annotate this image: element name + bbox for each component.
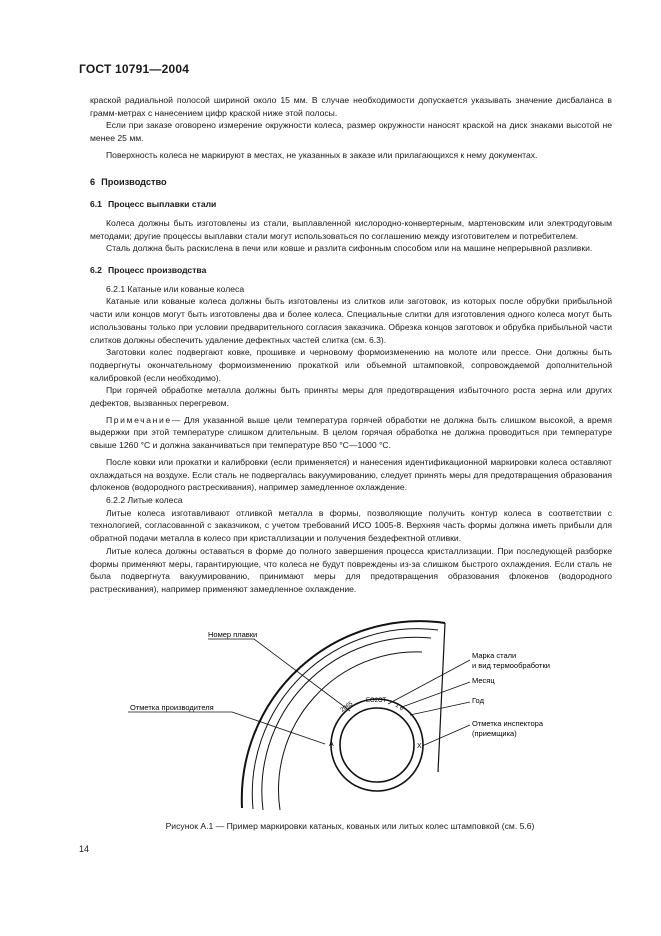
section-heading-6: [90, 176, 612, 189]
note-label: Примечание: [106, 414, 172, 425]
paragraph: краской радиальной полосой шириной около 15 мм. В случае необходимости допускается указывать значение дисбаланса в грамм-метрах с нанесением цифр краской ниже этой полосы.: [90, 95, 612, 118]
label-heat-number: Номер плавки: [208, 630, 258, 639]
section-heading-6-1: [90, 198, 612, 211]
subsection-heading: 6.2.1 Катаные или кованые колеса: [106, 283, 245, 294]
leader-line-inspector: [422, 725, 470, 746]
paragraph: Литые колеса должны оставаться в форме до полного завершения процесса кристаллизации. При последующей разборке формы применяют меры, гарантирующие, что колеса не будут повреждены из-за слишком быстрого охлаждения. Если сталь не была подвергнута вакуумированию, принимают меры для предотвращения образования флокенов (водородного растрескивания), например применяют замедленное охлаждение.: [90, 545, 612, 594]
figure-caption: Рисунок А.1 — Пример маркировки катаных, кованых или литых колес штамповкой (см. 5.6): [165, 821, 535, 831]
label-year: Год: [472, 696, 484, 705]
wheel-disc-arc: [279, 652, 422, 810]
wheel-hub-outer: [331, 699, 423, 791]
label-heat-treatment: и вид термообработки: [472, 661, 550, 670]
page-number: 14: [79, 844, 90, 854]
note-text: — Для указанной выше цели температура горячей обработки не должна быть слишком высокой, а время выдержки при этой температуре слишком длительным. В целом горячая обработка не должна проводиться при температуре свыше 1260 °С и должна заканчиваться при температуре 850 °С—1000 °С.: [90, 414, 612, 451]
section-number: 6.2: [90, 265, 102, 276]
label-manufacturer: Отметка производителя: [130, 703, 214, 712]
leader-line-heat: [208, 639, 350, 711]
section-title: Процесс производства: [107, 265, 207, 276]
section-number: 6.1: [90, 199, 102, 210]
wheel-marking-figure: [120, 612, 600, 812]
leader-line-month: [402, 682, 470, 707]
paragraph: Колеса должны быть изготовлены из стали, выплавленной кислородно-конвертерным, мартеновским или электродуговым методами; другие процессы выплавки стали могут использоваться по соглашению между изготовителем и потребителем.: [90, 217, 612, 241]
note: [90, 414, 612, 452]
stamp-mark: A: [329, 741, 334, 748]
label-month: Месяц: [472, 676, 495, 685]
section-title: Процесс выплавки стали: [107, 199, 217, 210]
section-number: 6: [90, 176, 96, 187]
stamp-mark: X: [417, 743, 422, 750]
wheel-diagram: [120, 612, 600, 812]
paragraph: При горячей обработке металла должны быть приняты меры для предотвращения избыточного роста зерна или других дефектов, вызванных перегревом.: [90, 385, 612, 409]
section-title: Производство: [101, 176, 167, 187]
stamp-mark: 1 6: [393, 702, 405, 713]
paragraph: Катаные или кованые колеса должны быть изготовлены из слитков или заготовок, из которых после обрубки прибыльной части или концов могут быть изготовлены два и более колеса. Специальные слитки для изготовления одного колеса могут быть использованы только при условии предварительного согласия заказчика. Обрезка концов заготовок и обрубка прибыльной части слитков должны обеспечить удаление дефектных частей слитка (см. 6.3).: [90, 296, 612, 345]
leader-line-maker: [128, 712, 325, 744]
label-inspector-note: (приемщика): [472, 729, 517, 738]
paragraph: Если при заказе оговорено измерение окружности колеса, размер окружности наносят краской на диск знаками высотой не менее 25 мм.: [90, 120, 612, 144]
document-body: [90, 94, 612, 596]
standard-header: ГОСТ 10791—2004: [79, 62, 190, 76]
paragraph: После ковки или прокатки и калибровки (если применяется) и нанесения идентификационной маркировки колеса оставляют охлаждаться на воздухе. Если сталь не подвергалась вакуумированию, следует принять меры для предотвращения образования флокенов (водородного растрескивания), например замедленное охлаждение.: [90, 456, 612, 493]
subsection-heading: 6.2.2 Литые колеса: [106, 494, 183, 505]
wheel-hub-bore: [340, 708, 414, 782]
paragraph: Сталь должна быть раскислена в печи или ковше и разлита сифонным способом или на машине непрерывной разливки.: [106, 243, 593, 254]
stamp-mark: EO2OT: [366, 698, 387, 704]
paragraph: Заготовки колес подвергают ковке, прошивке и черновому формоизменению на молоте или прессе. Они должны быть подвергнуты окончательному формоизменению прокаткой или объемной штамповкой, сопровождаемой дополнительной калибровкой (если необходимо).: [90, 347, 612, 383]
stamp-mark: 2065: [339, 701, 355, 714]
section-heading-6-2: [90, 264, 612, 277]
paragraph: Поверхность колеса не маркируют в местах, не указанных в заказе или прилагающихся к нему документах.: [106, 149, 538, 160]
leader-line-year: [410, 702, 470, 715]
paragraph: Литые колеса изготавливают отливкой металла в формы, позволяющие получить контур колеса в соответствии с технологией, согласованной с заказчиком, с учетом требований ИСО 1005-8. Верхняя часть формы должна иметь прибыли для обратной подачи металла в колесо при кристаллизации и получения бездефектной отливки.: [90, 507, 612, 544]
label-inspector: Отметка инспектора: [472, 719, 544, 728]
label-steel-grade: Марка стали: [472, 651, 517, 660]
wheel-section-edge: [438, 623, 445, 772]
